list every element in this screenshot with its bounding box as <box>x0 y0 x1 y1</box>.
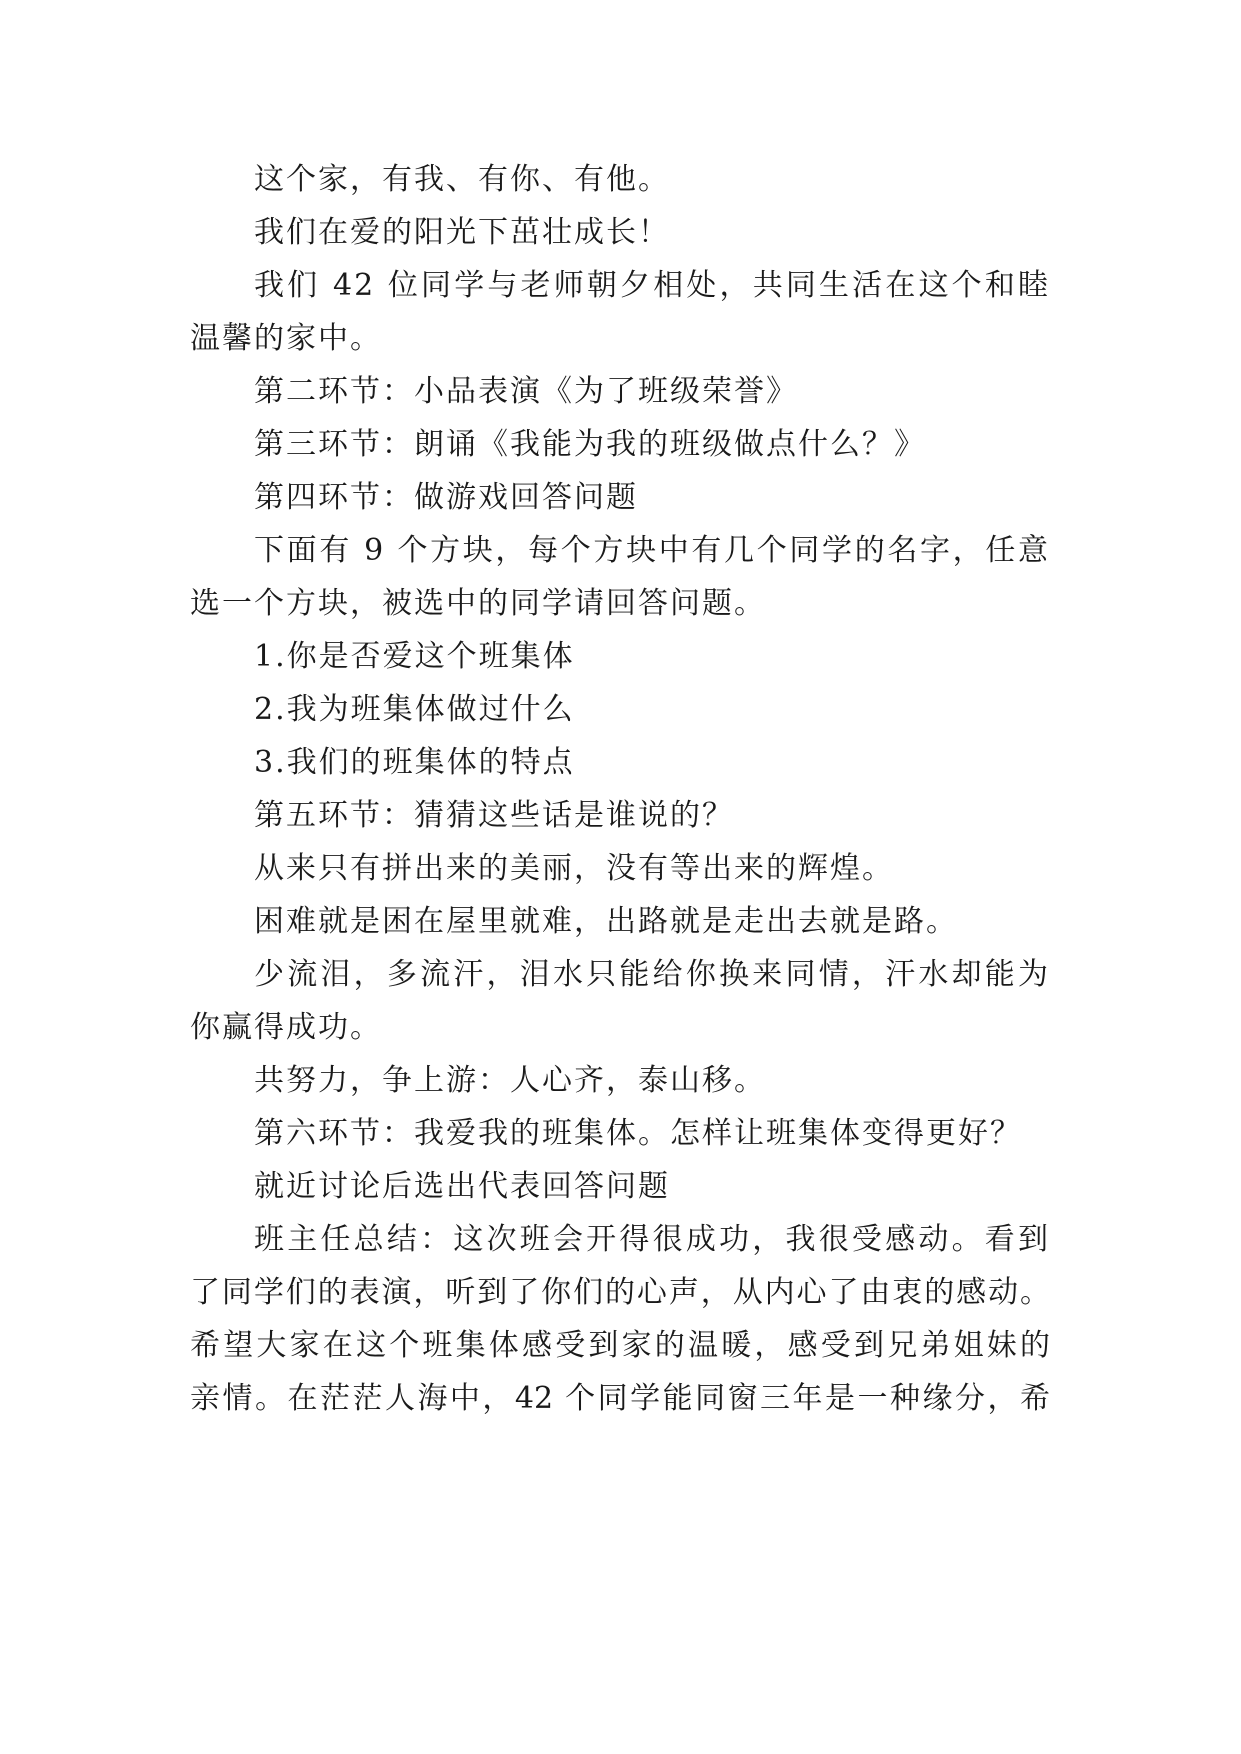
paragraph-line: 了同学们的表演，听到了你们的心声，从内心了由衷的感动。 <box>190 1275 1050 1310</box>
section-heading: 第四环节：做游戏回答问题 <box>254 480 638 515</box>
quote-line: 你赢得成功。 <box>190 1010 382 1045</box>
paragraph-line: 班主任总结：这次班会开得很成功，我很受感动。看到 <box>254 1222 1050 1257</box>
paragraph-line: 希望大家在这个班集体感受到家的温暖，感受到兄弟姐妹的 <box>190 1328 1050 1363</box>
quote-line: 共努力，争上游：人心齐，泰山移。 <box>254 1063 766 1098</box>
section-heading: 第五环节：猜猜这些话是谁说的？ <box>254 798 734 833</box>
list-item: 1.你是否爱这个班集体 <box>254 639 575 674</box>
paragraph-line: 选一个方块，被选中的同学请回答问题。 <box>190 586 766 621</box>
paragraph-line: 温馨的家中。 <box>190 321 382 356</box>
paragraph-line: 我们 42 位同学与老师朝夕相处，共同生活在这个和睦 <box>254 268 1050 303</box>
paragraph-line: 就近讨论后选出代表回答问题 <box>254 1169 670 1204</box>
paragraph-line: 我们在爱的阳光下茁壮成长！ <box>254 215 670 250</box>
list-item: 3.我们的班集体的特点 <box>254 745 575 780</box>
paragraph-line: 这个家，有我、有你、有他。 <box>254 162 670 197</box>
quote-line: 困难就是困在屋里就难，出路就是走出去就是路。 <box>254 904 958 939</box>
section-heading: 第三环节：朗诵《我能为我的班级做点什么？》 <box>254 427 926 462</box>
section-heading: 第二环节：小品表演《为了班级荣誉》 <box>254 374 798 409</box>
quote-line: 少流泪，多流汗，泪水只能给你换来同情，汗水却能为 <box>254 957 1050 992</box>
section-heading: 第六环节：我爱我的班集体。怎样让班集体变得更好？ <box>254 1116 1022 1151</box>
paragraph-line: 亲情。在茫茫人海中，42 个同学能同窗三年是一种缘分，希 <box>190 1381 1050 1416</box>
paragraph-line: 下面有 9 个方块，每个方块中有几个同学的名字，任意 <box>254 533 1050 568</box>
quote-line: 从来只有拼出来的美丽，没有等出来的辉煌。 <box>254 851 894 886</box>
list-item: 2.我为班集体做过什么 <box>254 692 575 727</box>
